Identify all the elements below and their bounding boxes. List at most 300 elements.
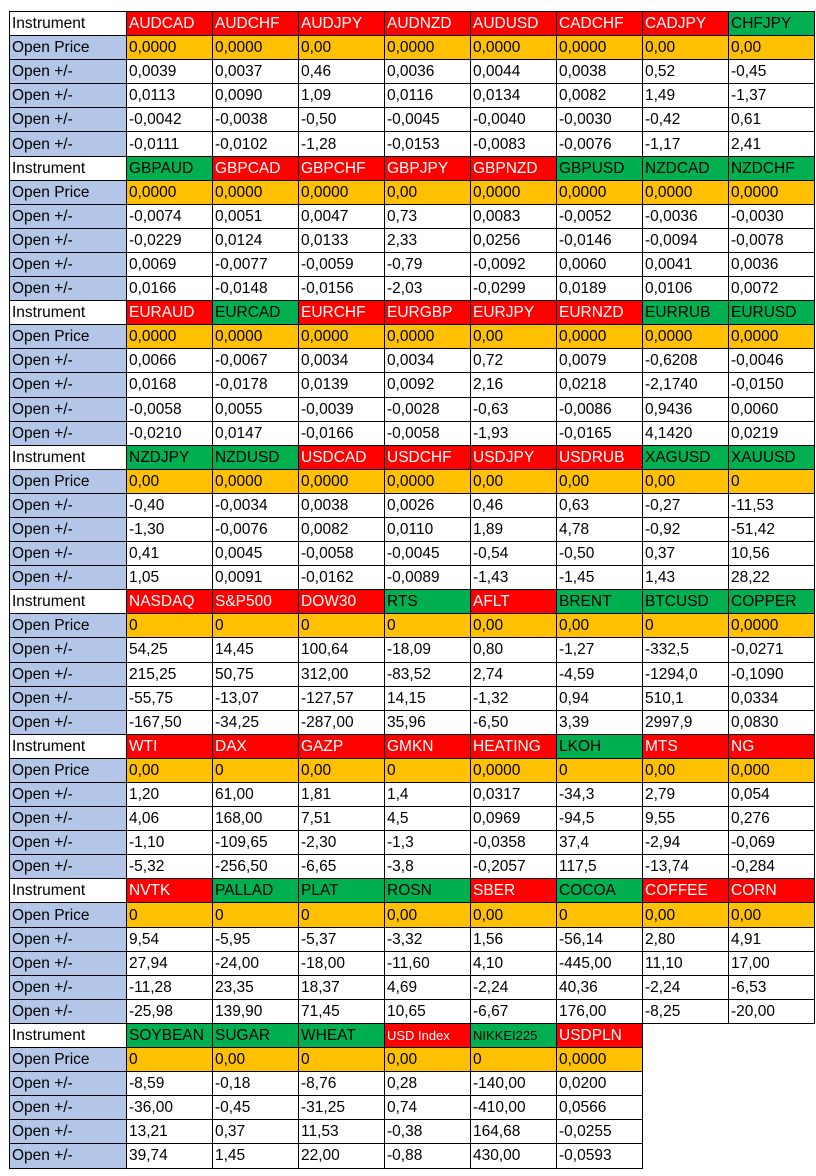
instrument-name-cell: AUDJPY [299, 12, 385, 36]
open-change-cell: 7,51 [299, 807, 385, 831]
open-change-cell: 0,0037 [213, 60, 299, 84]
open-price-cell: 0,00 [385, 903, 471, 927]
open-change-cell: 164,68 [471, 1120, 557, 1144]
open-change-cell: 0,80 [471, 638, 557, 662]
open-price-cell: 0,0000 [385, 469, 471, 493]
open-change-cell: -0,0078 [729, 228, 815, 252]
row-label-open-price: Open Price [10, 614, 127, 638]
instrument-name-cell: EURCAD [213, 301, 299, 325]
open-change-cell: 4,06 [127, 807, 213, 831]
open-price-cell: 0,0000 [213, 36, 299, 60]
instrument-name-cell: AUDCAD [127, 12, 213, 36]
open-change-cell: 0,0219 [729, 421, 815, 445]
row-label-instrument: Instrument [10, 301, 127, 325]
instrument-name-cell: USDCHF [385, 445, 471, 469]
open-price-cell: 0,00 [385, 1048, 471, 1072]
empty-cell [729, 1096, 815, 1120]
open-price-cell: 0 [127, 903, 213, 927]
open-change-cell: 0,0090 [213, 84, 299, 108]
open-change-cell: 0,0218 [557, 373, 643, 397]
open-price-row [10, 903, 815, 927]
open-change-cell: 139,90 [213, 999, 299, 1023]
open-change-cell: -0,0146 [557, 228, 643, 252]
open-change-cell: -0,0089 [385, 566, 471, 590]
open-change-row [10, 831, 815, 855]
open-change-cell: -0,45 [729, 60, 815, 84]
row-label-open-change: Open +/- [10, 638, 127, 662]
open-price-row [10, 36, 815, 60]
open-price-cell: 0,00 [299, 36, 385, 60]
open-change-cell: -0,0148 [213, 277, 299, 301]
row-label-open-change: Open +/- [10, 975, 127, 999]
open-change-cell: -8,25 [643, 999, 729, 1023]
row-label-open-change: Open +/- [10, 686, 127, 710]
row-label-instrument: Instrument [10, 734, 127, 758]
empty-cell [643, 1048, 729, 1072]
row-label-open-change: Open +/- [10, 132, 127, 156]
open-price-cell: 0 [299, 1048, 385, 1072]
instrument-name-cell: NZDCAD [643, 156, 729, 180]
instrument-name-cell: EURCHF [299, 301, 385, 325]
open-change-cell: 14,15 [385, 686, 471, 710]
instrument-name-cell: XAUUSD [729, 445, 815, 469]
instrument-name-cell: COPPER [729, 590, 815, 614]
instrument-name-cell: NG [729, 734, 815, 758]
open-change-row [10, 1120, 815, 1144]
instrument-name-cell: PLAT [299, 879, 385, 903]
open-change-cell: 0,0113 [127, 84, 213, 108]
open-change-row [10, 783, 815, 807]
open-price-cell: 0,0000 [643, 180, 729, 204]
open-change-cell: 0,0168 [127, 373, 213, 397]
open-price-cell: 0 [557, 903, 643, 927]
instrument-row [10, 879, 815, 903]
open-change-cell: -0,0076 [213, 517, 299, 541]
open-price-cell: 0,0000 [127, 36, 213, 60]
open-change-cell: 0,41 [127, 542, 213, 566]
open-change-cell: -3,8 [385, 855, 471, 879]
open-change-cell: -0,0034 [213, 493, 299, 517]
open-price-cell: 0,0000 [299, 180, 385, 204]
open-change-cell: 17,00 [729, 951, 815, 975]
open-change-cell: -0,0255 [557, 1120, 643, 1144]
instrument-name-cell: AUDNZD [385, 12, 471, 36]
open-change-cell: 54,25 [127, 638, 213, 662]
open-change-row [10, 517, 815, 541]
open-change-row [10, 1096, 815, 1120]
open-price-cell: 0,0000 [471, 180, 557, 204]
open-price-cell: 0 [213, 758, 299, 782]
open-change-cell: -0,45 [213, 1096, 299, 1120]
open-change-cell: -0,0067 [213, 349, 299, 373]
open-change-cell: 11,10 [643, 951, 729, 975]
open-change-cell: -0,0058 [127, 397, 213, 421]
open-change-cell: 4,5 [385, 807, 471, 831]
open-change-cell: 1,09 [299, 84, 385, 108]
open-change-cell: 0,0047 [299, 204, 385, 228]
open-change-cell: -31,25 [299, 1096, 385, 1120]
open-price-cell: 0,0000 [557, 36, 643, 60]
open-change-cell: -1,45 [557, 566, 643, 590]
open-change-cell: 0,0147 [213, 421, 299, 445]
open-price-row [10, 758, 815, 782]
open-change-cell: -56,14 [557, 927, 643, 951]
open-change-cell: 0,46 [471, 493, 557, 517]
instrument-name-cell: COCOA [557, 879, 643, 903]
row-label-open-change: Open +/- [10, 1072, 127, 1096]
open-change-cell: 1,45 [213, 1144, 299, 1168]
instrument-name-cell: HEATING [471, 734, 557, 758]
open-change-cell: -0,0229 [127, 228, 213, 252]
open-change-cell: 0,0055 [213, 397, 299, 421]
open-price-cell: 0,00 [643, 903, 729, 927]
open-change-row [10, 1072, 815, 1096]
open-price-cell: 0,0000 [385, 325, 471, 349]
instrument-name-cell: NZDUSD [213, 445, 299, 469]
open-change-cell: 1,05 [127, 566, 213, 590]
open-change-cell: -8,59 [127, 1072, 213, 1096]
open-change-cell: -0,1090 [729, 662, 815, 686]
instrument-name-cell: GBPUSD [557, 156, 643, 180]
open-change-cell: -0,0046 [729, 349, 815, 373]
row-label-open-change: Open +/- [10, 783, 127, 807]
open-change-cell: -0,0045 [385, 542, 471, 566]
instrument-name-cell: USDCAD [299, 445, 385, 469]
open-change-cell: -25,98 [127, 999, 213, 1023]
open-price-cell: 0,00 [471, 614, 557, 638]
open-change-cell: 3,39 [557, 710, 643, 734]
open-change-cell: -1,17 [643, 132, 729, 156]
open-change-cell: 0,0034 [299, 349, 385, 373]
open-change-cell: -0,0036 [643, 204, 729, 228]
open-change-cell: -2,94 [643, 831, 729, 855]
open-change-cell: 215,25 [127, 662, 213, 686]
open-change-cell: 0,52 [643, 60, 729, 84]
open-change-cell: -1,32 [471, 686, 557, 710]
instrument-name-cell: SBER [471, 879, 557, 903]
open-change-cell: -11,53 [729, 493, 815, 517]
open-change-cell: 0,0082 [299, 517, 385, 541]
instrument-name-cell: DAX [213, 734, 299, 758]
open-change-row [10, 132, 815, 156]
instrument-open-table [9, 11, 815, 1169]
open-change-cell: -0,0299 [471, 277, 557, 301]
open-change-cell: -34,25 [213, 710, 299, 734]
open-price-cell: 0 [127, 614, 213, 638]
open-change-cell: 510,1 [643, 686, 729, 710]
open-change-cell: 0,0200 [557, 1072, 643, 1096]
open-price-cell: 0,00 [127, 758, 213, 782]
open-price-cell: 0,00 [729, 903, 815, 927]
open-change-cell: -0,27 [643, 493, 729, 517]
open-change-cell: -0,0030 [557, 108, 643, 132]
open-change-cell: 2,16 [471, 373, 557, 397]
open-change-cell: -0,0028 [385, 397, 471, 421]
open-change-cell: -2,30 [299, 831, 385, 855]
instrument-name-cell: NVTK [127, 879, 213, 903]
instrument-name-cell: BRENT [557, 590, 643, 614]
open-change-cell: 0,0110 [385, 517, 471, 541]
open-change-row [10, 566, 815, 590]
open-change-row [10, 975, 815, 999]
open-change-cell: 0,0256 [471, 228, 557, 252]
open-change-cell: 176,00 [557, 999, 643, 1023]
open-change-cell: -0,0153 [385, 132, 471, 156]
instrument-name-cell: USDRUB [557, 445, 643, 469]
instrument-name-cell: RTS [385, 590, 471, 614]
open-price-cell: 0,00 [127, 469, 213, 493]
instrument-name-cell: SOYBEAN [127, 1023, 213, 1047]
open-change-row [10, 349, 815, 373]
open-price-cell: 0,000 [729, 758, 815, 782]
open-change-cell: 0,0082 [557, 84, 643, 108]
open-change-row [10, 252, 815, 276]
row-label-open-price: Open Price [10, 903, 127, 927]
open-change-cell: -6,65 [299, 855, 385, 879]
open-change-row [10, 710, 815, 734]
open-change-cell: 0,0034 [385, 349, 471, 373]
open-change-cell: -0,0210 [127, 421, 213, 445]
open-price-cell: 0,00 [471, 903, 557, 927]
row-label-instrument: Instrument [10, 156, 127, 180]
open-change-cell: -11,60 [385, 951, 471, 975]
open-change-cell: 0,94 [557, 686, 643, 710]
open-change-cell: -1294,0 [643, 662, 729, 686]
empty-cell [643, 1023, 729, 1047]
open-price-cell: 0,00 [385, 180, 471, 204]
open-change-cell: 0,0051 [213, 204, 299, 228]
open-price-cell: 0,00 [299, 758, 385, 782]
open-change-cell: -0,0593 [557, 1144, 643, 1168]
row-label-open-change: Open +/- [10, 1120, 127, 1144]
open-price-cell: 0,0000 [643, 325, 729, 349]
open-change-cell: 13,21 [127, 1120, 213, 1144]
row-label-open-price: Open Price [10, 1048, 127, 1072]
open-price-cell: 0,00 [729, 36, 815, 60]
open-change-cell: -1,28 [299, 132, 385, 156]
open-change-cell: -4,59 [557, 662, 643, 686]
open-change-cell: 2,80 [643, 927, 729, 951]
row-label-open-change: Open +/- [10, 421, 127, 445]
open-change-cell: 37,4 [557, 831, 643, 855]
open-price-cell: 0,0000 [127, 180, 213, 204]
row-label-open-price: Open Price [10, 469, 127, 493]
open-price-cell: 0,0000 [299, 325, 385, 349]
instrument-name-cell: GAZP [299, 734, 385, 758]
open-change-cell: -13,74 [643, 855, 729, 879]
open-change-cell: -18,00 [299, 951, 385, 975]
row-label-open-change: Open +/- [10, 566, 127, 590]
open-change-cell: -287,00 [299, 710, 385, 734]
row-label-open-change: Open +/- [10, 277, 127, 301]
row-label-open-price: Open Price [10, 758, 127, 782]
row-label-open-change: Open +/- [10, 204, 127, 228]
open-change-row [10, 662, 815, 686]
instrument-name-cell: AFLT [471, 590, 557, 614]
instrument-name-cell: USDJPY [471, 445, 557, 469]
open-change-cell: -167,50 [127, 710, 213, 734]
open-change-cell: 0,0317 [471, 783, 557, 807]
row-label-open-change: Open +/- [10, 927, 127, 951]
open-change-cell: 1,4 [385, 783, 471, 807]
instrument-name-cell: GBPAUD [127, 156, 213, 180]
open-change-cell: -0,0058 [299, 542, 385, 566]
open-change-row [10, 493, 815, 517]
open-change-cell: -0,0058 [385, 421, 471, 445]
open-change-row [10, 397, 815, 421]
open-change-cell: 10,65 [385, 999, 471, 1023]
open-change-cell: -0,18 [213, 1072, 299, 1096]
open-change-cell: -0,0094 [643, 228, 729, 252]
open-change-cell: -127,57 [299, 686, 385, 710]
open-change-cell: 9,55 [643, 807, 729, 831]
open-change-cell: 0,0091 [213, 566, 299, 590]
open-change-cell: 0,0072 [729, 277, 815, 301]
open-change-cell: 0,0830 [729, 710, 815, 734]
open-change-cell: 1,43 [643, 566, 729, 590]
open-change-cell: -140,00 [471, 1072, 557, 1096]
open-change-cell: 0,9436 [643, 397, 729, 421]
empty-cell [643, 1120, 729, 1144]
open-change-cell: -8,76 [299, 1072, 385, 1096]
instrument-name-cell: EURAUD [127, 301, 213, 325]
open-price-row [10, 614, 815, 638]
open-price-cell: 0,0000 [385, 36, 471, 60]
instrument-row [10, 734, 815, 758]
instrument-name-cell: BTCUSD [643, 590, 729, 614]
open-change-cell: -0,0030 [729, 204, 815, 228]
open-change-cell: 0,0038 [299, 493, 385, 517]
open-change-cell: 28,22 [729, 566, 815, 590]
instrument-row [10, 301, 815, 325]
open-change-cell: 0,0069 [127, 252, 213, 276]
open-change-cell: -94,5 [557, 807, 643, 831]
open-change-cell: -20,00 [729, 999, 815, 1023]
open-change-cell: -0,79 [385, 252, 471, 276]
open-change-row [10, 927, 815, 951]
open-change-cell: -34,3 [557, 783, 643, 807]
open-change-cell: -18,09 [385, 638, 471, 662]
open-change-cell: -5,37 [299, 927, 385, 951]
open-change-cell: 312,00 [299, 662, 385, 686]
open-change-cell: -0,0092 [471, 252, 557, 276]
instrument-row [10, 445, 815, 469]
open-change-cell: 430,00 [471, 1144, 557, 1168]
instrument-name-cell: CADCHF [557, 12, 643, 36]
open-change-cell: 0,0083 [471, 204, 557, 228]
empty-cell [643, 1096, 729, 1120]
open-change-cell: -0,0102 [213, 132, 299, 156]
open-change-cell: 0,46 [299, 60, 385, 84]
row-label-instrument: Instrument [10, 1023, 127, 1047]
row-label-instrument: Instrument [10, 879, 127, 903]
open-change-cell: -11,28 [127, 975, 213, 999]
open-price-cell: 0,0000 [471, 758, 557, 782]
open-change-cell: -1,30 [127, 517, 213, 541]
table-body [10, 12, 815, 1169]
open-change-cell: -0,0178 [213, 373, 299, 397]
row-label-instrument: Instrument [10, 590, 127, 614]
instrument-row [10, 12, 815, 36]
instrument-name-cell: PALLAD [213, 879, 299, 903]
open-change-row [10, 204, 815, 228]
open-change-cell: -5,95 [213, 927, 299, 951]
open-change-cell: 0,74 [385, 1096, 471, 1120]
open-change-cell: -0,0077 [213, 252, 299, 276]
empty-cell [729, 1120, 815, 1144]
open-change-cell: 100,64 [299, 638, 385, 662]
open-change-cell: -2,03 [385, 277, 471, 301]
open-change-cell: 2,79 [643, 783, 729, 807]
open-change-cell: 0,0116 [385, 84, 471, 108]
open-change-cell: -24,00 [213, 951, 299, 975]
row-label-open-change: Open +/- [10, 373, 127, 397]
open-price-cell: 0,0000 [213, 180, 299, 204]
row-label-instrument: Instrument [10, 445, 127, 469]
open-change-cell: -0,284 [729, 855, 815, 879]
open-change-cell: 14,45 [213, 638, 299, 662]
open-change-cell: -83,52 [385, 662, 471, 686]
row-label-open-change: Open +/- [10, 951, 127, 975]
instrument-row [10, 156, 815, 180]
row-label-open-change: Open +/- [10, 542, 127, 566]
open-price-cell: 0,0000 [557, 1048, 643, 1072]
open-change-row [10, 542, 815, 566]
open-change-cell: 35,96 [385, 710, 471, 734]
open-price-row [10, 1048, 815, 1072]
open-change-row [10, 999, 815, 1023]
open-change-cell: 0,054 [729, 783, 815, 807]
open-change-cell: -0,0038 [213, 108, 299, 132]
open-change-cell: 0,0106 [643, 277, 729, 301]
open-change-row [10, 421, 815, 445]
instrument-name-cell: WHEAT [299, 1023, 385, 1047]
instrument-name-cell: S&P500 [213, 590, 299, 614]
instrument-name-cell: NASDAQ [127, 590, 213, 614]
open-change-cell: -0,0271 [729, 638, 815, 662]
open-change-cell: 50,75 [213, 662, 299, 686]
open-change-cell: -0,0052 [557, 204, 643, 228]
row-label-open-change: Open +/- [10, 662, 127, 686]
row-label-open-change: Open +/- [10, 1144, 127, 1168]
open-change-cell: -0,0150 [729, 373, 815, 397]
row-label-open-change: Open +/- [10, 493, 127, 517]
open-price-cell: 0,0000 [127, 325, 213, 349]
instrument-name-cell: EURNZD [557, 301, 643, 325]
open-change-cell: 0,0124 [213, 228, 299, 252]
open-change-cell: 2,74 [471, 662, 557, 686]
open-change-cell: 1,20 [127, 783, 213, 807]
open-change-cell: -0,0156 [299, 277, 385, 301]
empty-cell [729, 1048, 815, 1072]
open-change-cell: 0,276 [729, 807, 815, 831]
open-change-cell: 0,0066 [127, 349, 213, 373]
open-change-cell: 10,56 [729, 542, 815, 566]
open-change-cell: 4,1420 [643, 421, 729, 445]
open-change-cell: -0,63 [471, 397, 557, 421]
instrument-name-cell: GMKN [385, 734, 471, 758]
instrument-name-cell: DOW30 [299, 590, 385, 614]
row-label-open-change: Open +/- [10, 831, 127, 855]
open-price-cell: 0 [299, 614, 385, 638]
open-change-cell: 27,94 [127, 951, 213, 975]
open-change-cell: 0,0026 [385, 493, 471, 517]
open-price-row [10, 180, 815, 204]
open-change-cell: 11,53 [299, 1120, 385, 1144]
instrument-name-cell: AUDUSD [471, 12, 557, 36]
open-change-cell: -0,50 [299, 108, 385, 132]
open-change-cell: -109,65 [213, 831, 299, 855]
